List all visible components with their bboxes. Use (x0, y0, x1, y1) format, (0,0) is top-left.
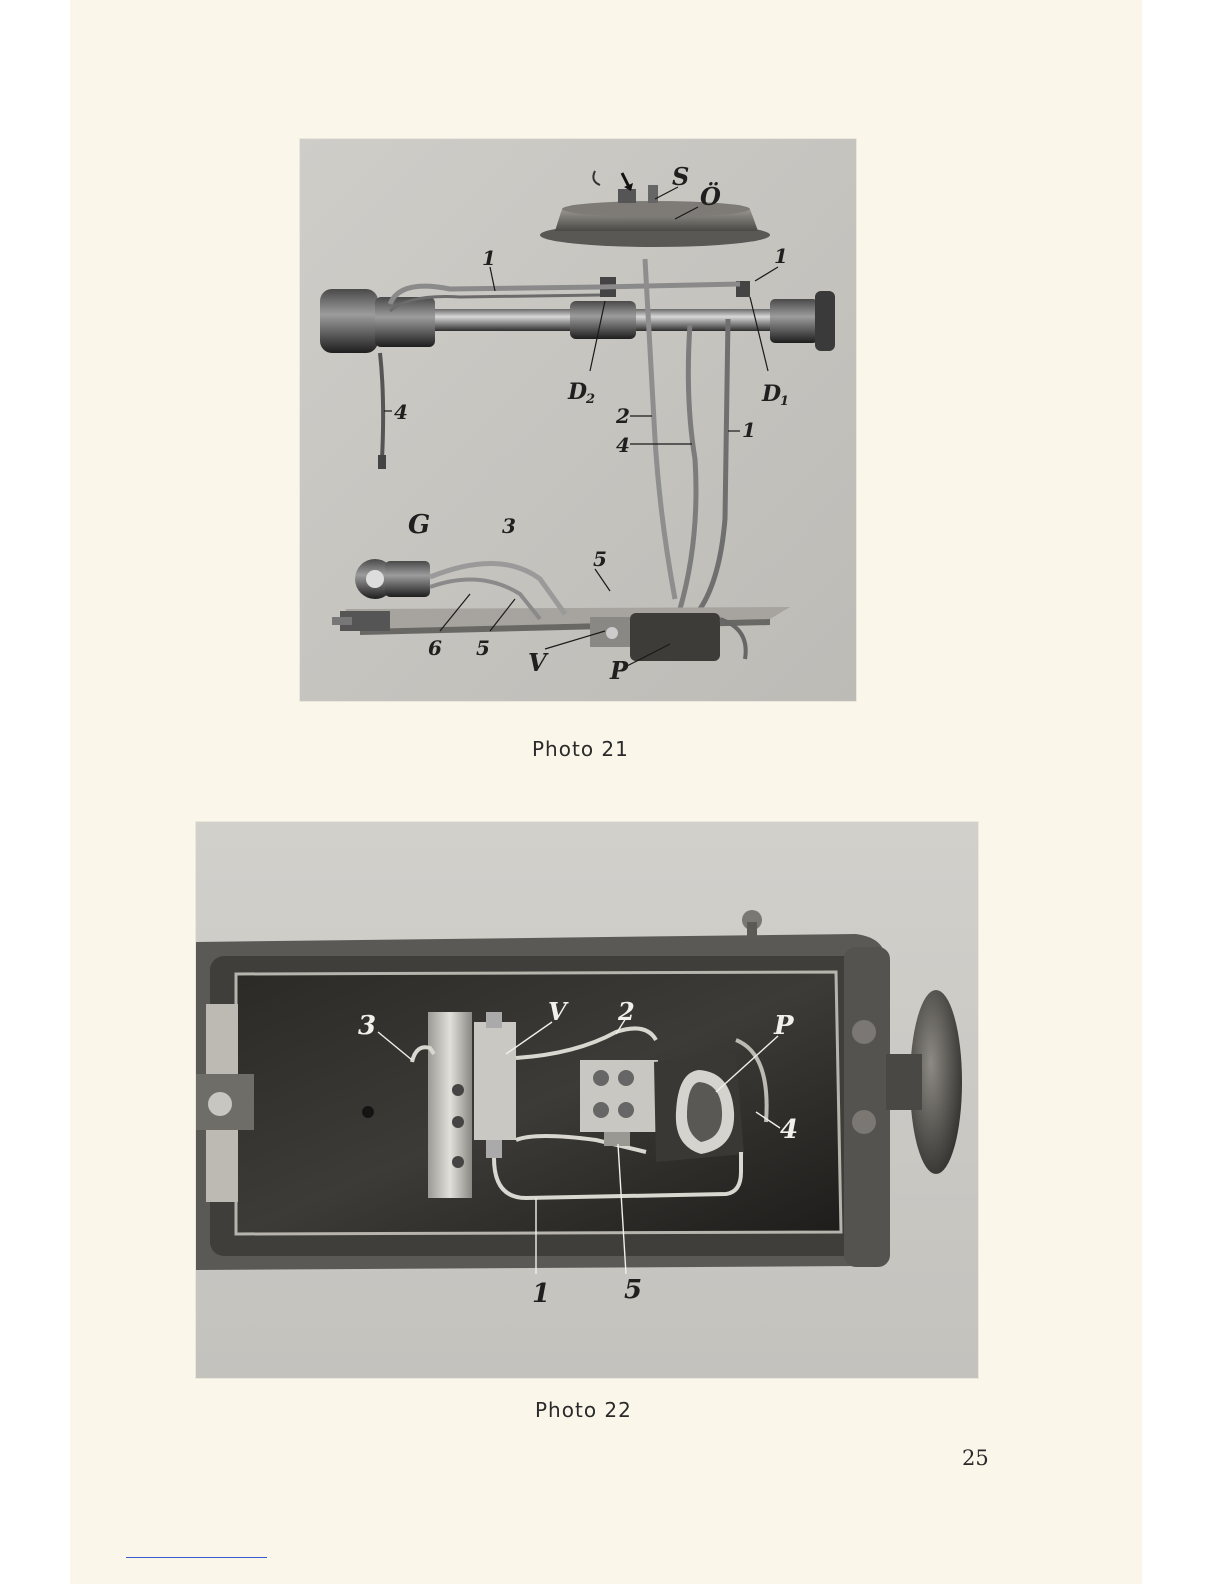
label-5-top: 5 (593, 547, 607, 571)
photo-22-caption: Photo 22 (535, 1398, 632, 1422)
footnote-rule (126, 1557, 267, 1558)
label-d1-subscript: 1 (780, 394, 790, 409)
label-s: S (672, 162, 690, 191)
label-5-bottom: 5 (476, 636, 490, 660)
label-d2: D (568, 379, 588, 405)
label-d2-subscript: 2 (586, 392, 596, 407)
label-oe: Ö (700, 182, 721, 211)
label-d1: D (762, 381, 782, 407)
label-v: V (528, 648, 547, 677)
label-v: V (548, 997, 567, 1026)
photo-21-lubrication-system (300, 139, 856, 701)
label-3: 3 (358, 1011, 377, 1041)
label-1: 1 (532, 1279, 551, 1309)
label-6: 6 (428, 636, 442, 660)
label-p: P (774, 1011, 794, 1041)
label-5: 5 (624, 1275, 643, 1305)
label-g: G (408, 510, 431, 540)
label-3: 3 (502, 514, 516, 538)
label-2: 2 (618, 997, 635, 1026)
label-4-left: 4 (394, 400, 408, 424)
label-4: 4 (780, 1115, 799, 1145)
label-4-mid: 4 (616, 433, 630, 457)
label-1-right: 1 (774, 244, 788, 268)
label-1-left: 1 (482, 246, 496, 270)
photo-22-machine-underside (196, 822, 978, 1378)
photo-21-drawing (300, 139, 856, 701)
label-p: P (610, 656, 629, 685)
photo-22-drawing (196, 822, 978, 1378)
photo-21-caption: Photo 21 (532, 737, 629, 761)
label-1-pipe: 1 (742, 418, 756, 442)
label-2: 2 (616, 404, 630, 428)
page-number: 25 (962, 1446, 989, 1470)
